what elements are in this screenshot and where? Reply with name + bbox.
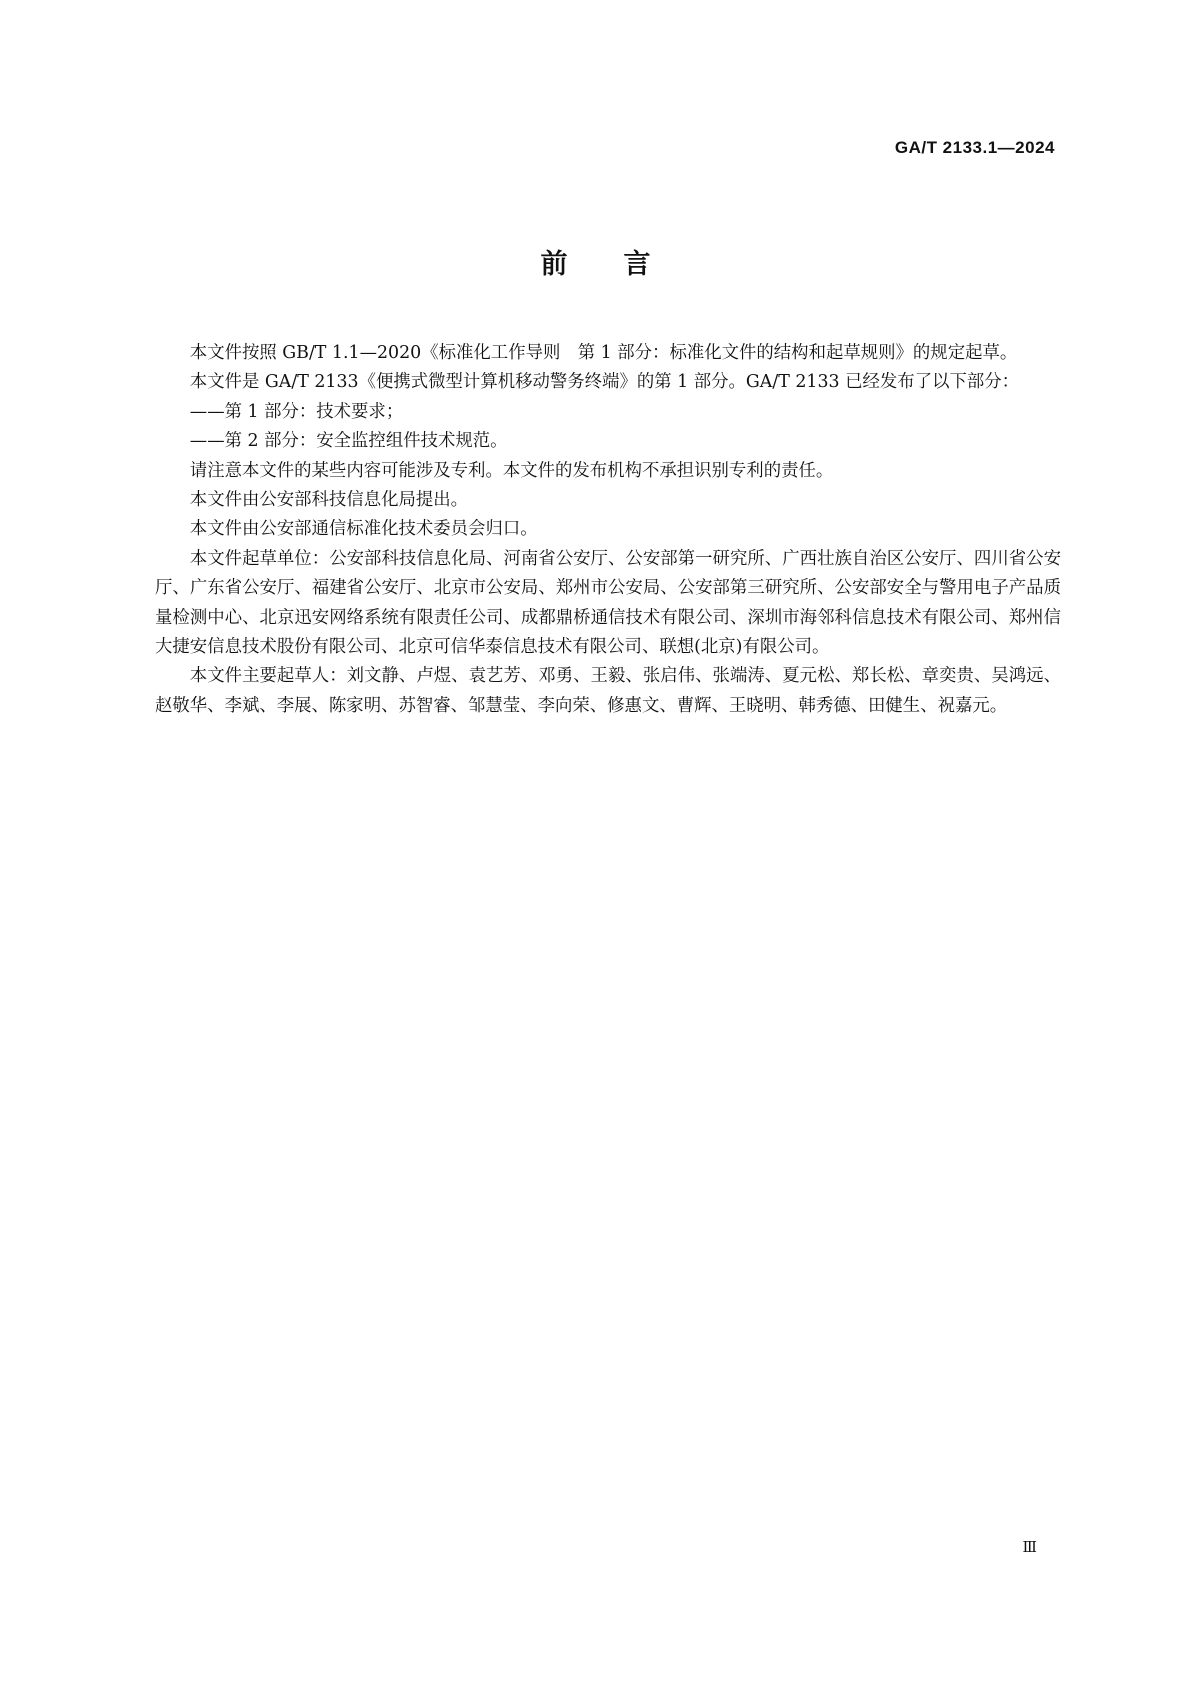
paragraph-proposer: 本文件由公安部科技信息化局提出。 [189,490,469,511]
foreword-body [155,339,1061,721]
paragraph-drafting-rules: 本文件按照 GB/T 1.1—2020《标准化工作导则 第 1 部分：标准化文件的结构和起草规则》的规定起草。 [189,343,1018,363]
paragraph-drafters: 本文件主要起草人：刘文静、卢煜、袁艺芳、邓勇、王毅、张启伟、张端涛、夏元松、郑长松、章奕贵、吴鸿远、赵敬华、李斌、李展、陈家明、苏智睿、邹慧莹、李向荣、修惠文、曹辉、王晓明、韩秀德、田健生、祝嘉元。 [155,666,1061,716]
paragraph-governing-committee: 本文件由公安部通信标准化技术委员会归口。 [189,519,538,540]
list-item-part-1: ——第 1 部分：技术要求； [189,401,404,422]
standard-code: GA/T 2133.1—2024 [894,138,1055,157]
paragraph-series-parts: 本文件是 GA/T 2133《便携式微型计算机移动警务终端》的第 1 部分。GA/T 2133 已经发布了以下部分： [189,372,1020,393]
paragraph-patent-notice: 请注意本文件的某些内容可能涉及专利。本文件的发布机构不承担识别专利的责任。 [189,460,834,481]
list-item-part-2: ——第 2 部分：安全监控组件技术规范。 [189,431,508,452]
paragraph-drafting-units: 本文件起草单位：公安部科技信息化局、河南省公安厅、公安部第一研究所、广西壮族自治区公安厅、四川省公安厅、广东省公安厅、福建省公安厅、北京市公安局、郑州市公安局、公安部第三研究所、公安部安全与警用电子产品质量检测中心、北京迅安网络系统有限责任公司、成都鼎桥通信技术有限公司、深圳市海邻科信息技术有限公司、郑州信大捷安信息技术股份有限公司、北京可信华泰信息技术有限公司、联想(北京)有限公司。 [155,548,1061,658]
page-title: 前言 [540,249,707,280]
page-number: Ⅲ [1022,1538,1037,1556]
